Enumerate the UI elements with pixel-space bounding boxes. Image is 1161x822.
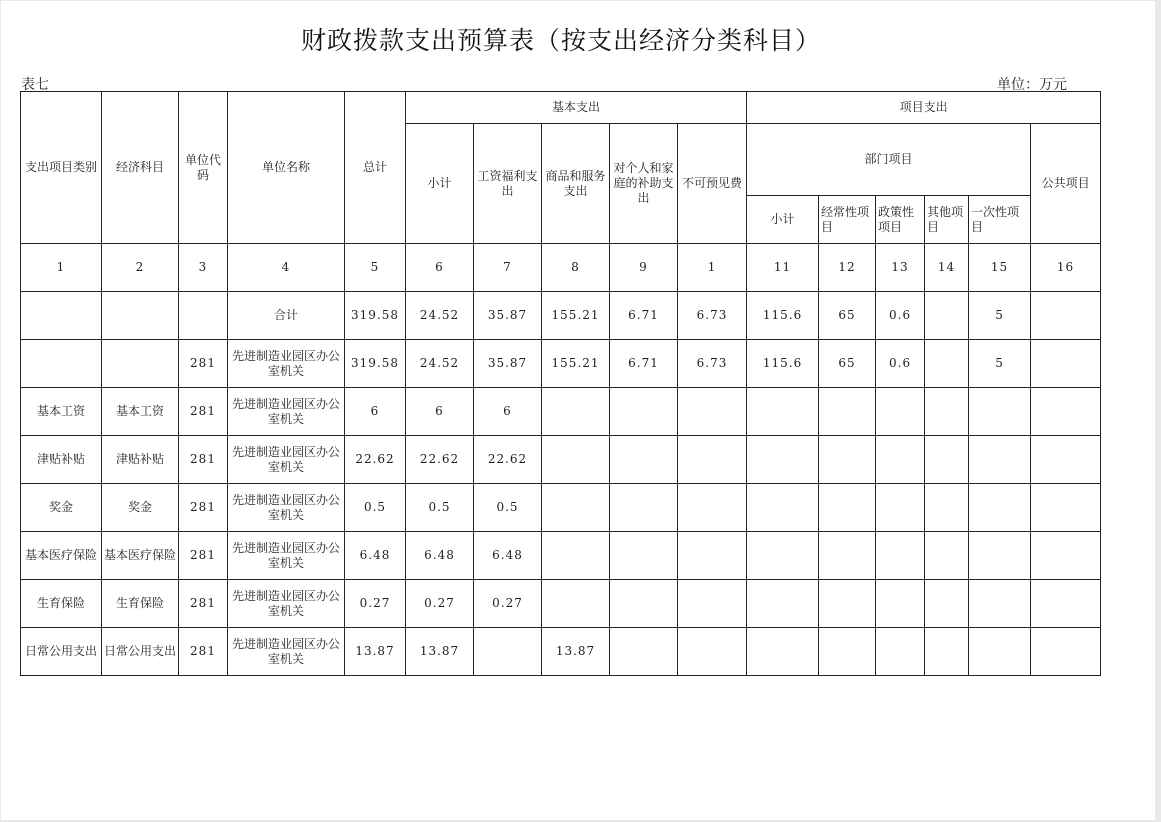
table-cell (678, 388, 747, 436)
column-index-cell: 1 (678, 244, 747, 292)
table-cell (876, 436, 925, 484)
table-cell (747, 388, 819, 436)
table-row (21, 292, 1101, 340)
table-cell: 津贴补贴 (21, 436, 102, 484)
table-cell (876, 532, 925, 580)
header-public: 公共项目 (1031, 124, 1101, 244)
table-cell: 日常公用支出 (21, 628, 102, 676)
table-cell: 0.5 (345, 484, 406, 532)
header-row-1 (21, 92, 1101, 124)
table-cell (876, 388, 925, 436)
table-cell (747, 532, 819, 580)
table-cell: 24.52 (406, 340, 474, 388)
table-cell (542, 580, 610, 628)
column-index-cell: 4 (228, 244, 345, 292)
table-cell (678, 484, 747, 532)
table-cell (819, 532, 876, 580)
table-row (21, 628, 1101, 676)
table-cell: 0.27 (474, 580, 542, 628)
table-cell: 奖金 (102, 484, 179, 532)
header-dept-subtotal: 小计 (747, 196, 819, 244)
table-cell: 24.52 (406, 292, 474, 340)
table-cell (610, 580, 678, 628)
table-cell: 先进制造业园区办公室机关 (228, 388, 345, 436)
table-cell (1031, 436, 1101, 484)
table-cell (819, 484, 876, 532)
table-cell (925, 532, 969, 580)
document-page (1, 1, 1155, 820)
table-cell: 281 (179, 580, 228, 628)
header-onetime: 一次性项目 (969, 196, 1031, 244)
table-cell: 6.48 (345, 532, 406, 580)
table-cell (747, 484, 819, 532)
table-cell: 0.27 (406, 580, 474, 628)
table-cell (925, 580, 969, 628)
table-cell (925, 436, 969, 484)
table-cell (819, 436, 876, 484)
column-index-cell: 14 (925, 244, 969, 292)
table-cell (474, 628, 542, 676)
table-cell: 先进制造业园区办公室机关 (228, 436, 345, 484)
table-cell: 65 (819, 292, 876, 340)
table-row (21, 484, 1101, 532)
budget-table (20, 91, 1101, 676)
table-cell (819, 580, 876, 628)
table-cell: 奖金 (21, 484, 102, 532)
table-cell: 0.5 (474, 484, 542, 532)
table-cell: 22.62 (406, 436, 474, 484)
table-cell (969, 436, 1031, 484)
table-cell: 津贴补贴 (102, 436, 179, 484)
table-cell (610, 388, 678, 436)
table-cell: 先进制造业园区办公室机关 (228, 532, 345, 580)
table-cell: 5 (969, 340, 1031, 388)
table-cell (610, 628, 678, 676)
table-cell: 先进制造业园区办公室机关 (228, 580, 345, 628)
table-cell (678, 580, 747, 628)
table-cell (1031, 580, 1101, 628)
column-index-cell: 11 (747, 244, 819, 292)
table-cell: 生育保险 (21, 580, 102, 628)
page-title: 财政拨款支出预算表（按支出经济分类科目） (300, 26, 821, 55)
table-cell (819, 388, 876, 436)
table-cell (925, 340, 969, 388)
column-index-cell: 5 (345, 244, 406, 292)
table-cell: 13.87 (542, 628, 610, 676)
table-row (21, 580, 1101, 628)
column-index-cell: 15 (969, 244, 1031, 292)
table-cell: 319.58 (345, 340, 406, 388)
table-cell (179, 292, 228, 340)
table-body (21, 244, 1101, 676)
table-cell (969, 628, 1031, 676)
table-cell: 281 (179, 532, 228, 580)
table-cell: 0.6 (876, 340, 925, 388)
table-cell (876, 484, 925, 532)
table-cell: 生育保险 (102, 580, 179, 628)
table-cell (1031, 484, 1101, 532)
header-policy: 政策性项目 (876, 196, 925, 244)
header-total: 总计 (345, 92, 406, 244)
table-cell: 合计 (228, 292, 345, 340)
table-cell: 13.87 (345, 628, 406, 676)
table-cell: 6 (406, 388, 474, 436)
header-basic: 基本支出 (406, 92, 747, 124)
table-cell: 65 (819, 340, 876, 388)
table-cell: 基本医疗保险 (102, 532, 179, 580)
table-cell: 6.48 (406, 532, 474, 580)
table-cell: 0.27 (345, 580, 406, 628)
column-index-row (21, 244, 1101, 292)
column-index-cell: 8 (542, 244, 610, 292)
table-cell: 6.73 (678, 340, 747, 388)
table-cell (925, 292, 969, 340)
table-cell (102, 292, 179, 340)
table-cell: 先进制造业园区办公室机关 (228, 484, 345, 532)
table-cell (925, 628, 969, 676)
table-cell: 22.62 (474, 436, 542, 484)
column-index-cell: 7 (474, 244, 542, 292)
table-cell: 6 (345, 388, 406, 436)
table-row (21, 436, 1101, 484)
table-cell (542, 484, 610, 532)
table-cell (21, 340, 102, 388)
header-regular: 经常性项目 (819, 196, 876, 244)
table-cell: 基本工资 (102, 388, 179, 436)
table-cell: 35.87 (474, 340, 542, 388)
table-cell (1031, 532, 1101, 580)
header-category: 支出项目类别 (21, 92, 102, 244)
table-cell (747, 628, 819, 676)
table-cell (610, 436, 678, 484)
table-row (21, 388, 1101, 436)
table-cell: 6.48 (474, 532, 542, 580)
header-dept: 部门项目 (747, 124, 1031, 196)
table-cell (610, 484, 678, 532)
table-cell: 先进制造业园区办公室机关 (228, 628, 345, 676)
table-cell (542, 436, 610, 484)
table-cell (876, 628, 925, 676)
column-index-cell: 16 (1031, 244, 1101, 292)
table-cell: 22.62 (345, 436, 406, 484)
table-cell (21, 292, 102, 340)
table-cell (969, 580, 1031, 628)
table-row (21, 532, 1101, 580)
table-cell (1031, 292, 1101, 340)
header-other: 其他项目 (925, 196, 969, 244)
header-unit-code: 单位代码 (179, 92, 228, 244)
header-goods: 商品和服务支出 (542, 124, 610, 244)
table-cell: 基本医疗保险 (21, 532, 102, 580)
table-cell: 281 (179, 484, 228, 532)
header-subsidy: 对个人和家庭的补助支出 (610, 124, 678, 244)
table-cell: 281 (179, 436, 228, 484)
column-index-cell: 1 (21, 244, 102, 292)
table-cell: 115.6 (747, 292, 819, 340)
table-cell: 281 (179, 628, 228, 676)
column-index-cell: 2 (102, 244, 179, 292)
table-cell (969, 484, 1031, 532)
table-cell: 6.73 (678, 292, 747, 340)
table-cell (678, 436, 747, 484)
table-cell (610, 532, 678, 580)
table-cell (542, 388, 610, 436)
table-cell: 35.87 (474, 292, 542, 340)
table-cell (925, 388, 969, 436)
column-index-cell: 3 (179, 244, 228, 292)
column-index-cell: 12 (819, 244, 876, 292)
table-number: 表七 (21, 77, 49, 93)
column-index-cell: 9 (610, 244, 678, 292)
table-cell: 281 (179, 340, 228, 388)
table-cell (747, 436, 819, 484)
table-cell: 319.58 (345, 292, 406, 340)
table-row (21, 340, 1101, 388)
header-basic-subtotal: 小计 (406, 124, 474, 244)
table-cell (969, 388, 1031, 436)
table-cell (925, 484, 969, 532)
header-econ: 经济科目 (102, 92, 179, 244)
table-cell: 155.21 (542, 340, 610, 388)
table-cell (819, 628, 876, 676)
unit-label: 单位：万元 (997, 77, 1067, 93)
table-cell: 13.87 (406, 628, 474, 676)
table-cell (102, 340, 179, 388)
table-cell (542, 532, 610, 580)
header-wage: 工资福利支出 (474, 124, 542, 244)
table-cell: 6 (474, 388, 542, 436)
table-cell: 0.6 (876, 292, 925, 340)
table-cell: 115.6 (747, 340, 819, 388)
table-cell (1031, 628, 1101, 676)
table-cell (678, 532, 747, 580)
table-cell (678, 628, 747, 676)
table-cell: 日常公用支出 (102, 628, 179, 676)
table-cell: 281 (179, 388, 228, 436)
header-unit-name: 单位名称 (228, 92, 345, 244)
table-cell: 155.21 (542, 292, 610, 340)
table-cell (876, 580, 925, 628)
table-cell: 5 (969, 292, 1031, 340)
table-cell: 6.71 (610, 292, 678, 340)
column-index-cell: 13 (876, 244, 925, 292)
table-cell: 基本工资 (21, 388, 102, 436)
header-project: 项目支出 (747, 92, 1101, 124)
column-index-cell: 6 (406, 244, 474, 292)
header-unforeseen: 不可预见费 (678, 124, 747, 244)
table-cell: 先进制造业园区办公室机关 (228, 340, 345, 388)
table-cell (969, 532, 1031, 580)
table-cell: 0.5 (406, 484, 474, 532)
table-cell (1031, 388, 1101, 436)
table-cell (747, 580, 819, 628)
table-cell (1031, 340, 1101, 388)
table-cell: 6.71 (610, 340, 678, 388)
table-header (21, 92, 1101, 244)
